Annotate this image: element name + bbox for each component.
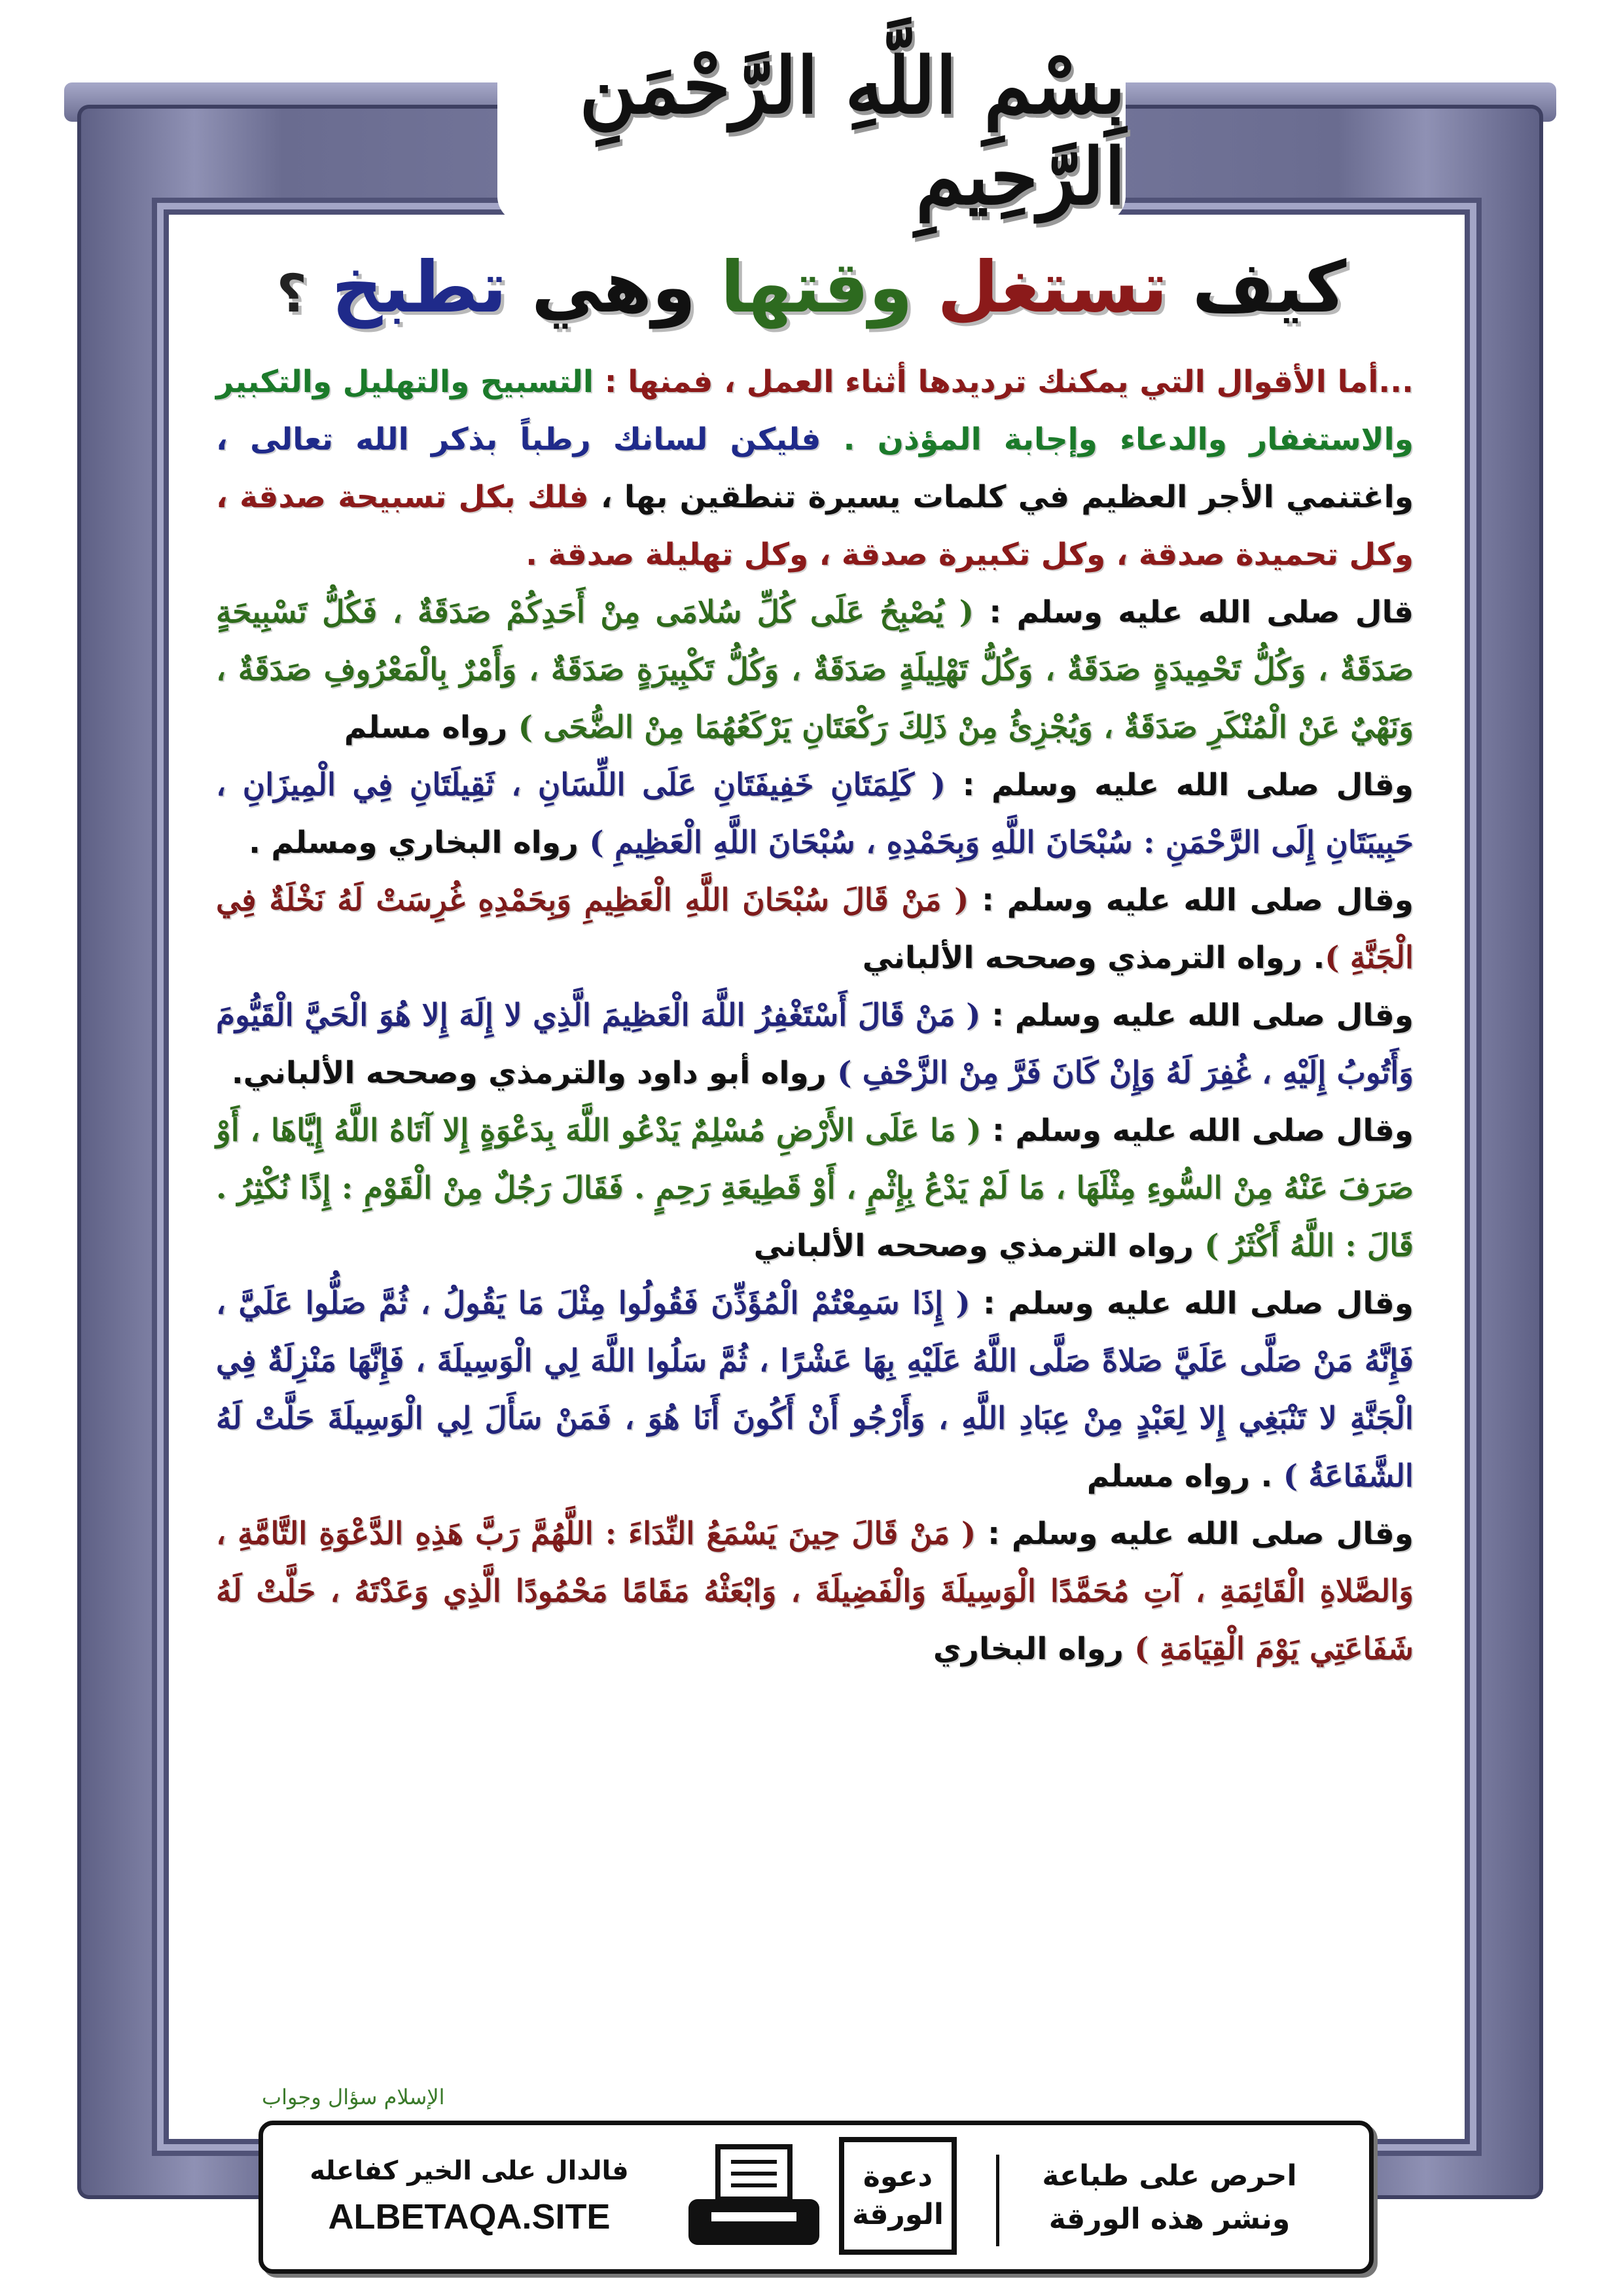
basmala-text: بِسْمِ اللَّهِ الرَّحْمَنِ الرَّحِيمِ [579,40,1126,222]
hadith-5 [216,1102,1414,1275]
title-question-mark: ؟ [276,263,308,324]
hadith-4-text: ( مَنْ قَالَ أَسْتَغْفِرُ اللَّهَ الْعَظِيمَ الَّذِي لا إِلَهَ إِلا هُوَ الْحَيَّ الْقَيُّومَ وَأَتُوبُ إِلَيْهِ ، غُفِرَ لَهُ وَإِنْ كَانَ فَرَّ مِنْ الزَّحْفِ ) [216,997,1414,1091]
hadith-4-lead: وقال صلى الله عليه وسلم : [980,997,1414,1033]
title-word-4: وهي [531,247,696,329]
printer-icon [682,2144,826,2255]
footer-website-block [283,2151,656,2250]
footer-print-note [996,2155,1340,2246]
hadith-5-reference: رواه الترمذي وصححه الألباني [753,1228,1205,1264]
hadith-4 [216,987,1414,1102]
logo-line-1: دعوة [863,2160,933,2193]
hadith-1-text: ( يُصْبِحُ عَلَى كُلِّ سُلامَى مِنْ أَحَدِكُمْ صَدَقَةٌ ، فَكُلُّ تَسْبِيحَةٍ صَدَقَةٌ ، وَكُلُّ تَحْمِيدَةٍ صَدَقَةٌ ، وَكُلُّ تَهْلِيلَةٍ صَدَقَةٌ ، وَكُلُّ تَكْبِيرَةٍ صَدَقَةٌ ، وَأَمْرٌ بِالْمَعْرُوفِ صَدَقَةٌ ، وَنَهْيٌ عَنْ الْمُنْكَرِ صَدَقَةٌ ، وَيُجْزِئُ مِنْ ذَلِكَ رَكْعَتَانِ يَرْكَعُهُمَا مِنْ الضُّحَى ) [216,594,1414,745]
hadith-7-reference: رواه البخاري [933,1631,1135,1667]
print-note-line-1: احرص على طباعة [1042,2159,1297,2193]
hadith-4-reference: رواه أبو داود والترمذي وصححه الألباني. [231,1055,838,1091]
title-word-3: وقتها [720,247,913,329]
title-word-5: تطبخ [331,247,507,329]
hadith-1-reference: رواه مسلم [344,709,518,745]
hadith-5-lead: وقال صلى الله عليه وسلم : [981,1113,1414,1149]
intro-part-a: ...أما الأقوال التي يمكنك ترديدها أثناء العمل ، فمنها : [594,364,1414,400]
footer-box [259,2121,1374,2274]
intro-part-c: فليكن لسانك رطباً بذكر الله تعالى ، [216,422,821,457]
hadith-3-text: ( مَنْ قَالَ سُبْحَانَ اللَّهِ الْعَظِيمِ وَبِحَمْدِهِ غُرِسَتْ لَهُ نَخْلَةٌ فِي الْجَنَّةِ ) [216,882,1414,976]
source-credit: الإسلام سؤال وجواب [262,2085,445,2109]
hadith-3 [216,872,1414,987]
hadith-1-lead: قال صلى الله عليه وسلم : [974,594,1414,630]
title-word-1: كيف [1192,247,1347,329]
hadith-2-text: ( كَلِمَتَانِ خَفِيفَتَانِ عَلَى اللِّسَانِ ، ثَقِيلَتَانِ فِي الْمِيزَانِ ، حَبِيبَتَانِ إِلَى الرَّحْمَنِ : سُبْحَانَ اللَّهِ وَبِحَمْدِهِ ، سُبْحَانَ اللَّهِ الْعَظِيمِ ) [216,767,1414,861]
footer-proverb: فالدال على الخير كفاعله [310,2156,629,2186]
hadith-1 [216,584,1414,757]
dawah-logo [839,2137,957,2255]
intro-part-d: واغتنمي الأجر العظيم في كلمات يسيرة تنطقين بها ، [588,479,1414,515]
print-note-line-2: ونشر هذه الورقة [1048,2202,1291,2236]
hadith-3-reference: . رواه الترمذي وصححه الألباني [862,940,1325,976]
title-word-2: تستغل [937,247,1168,329]
intro-paragraph [216,353,1414,584]
hadith-3-lead: وقال صلى الله عليه وسلم : [969,882,1414,918]
basmala-header [497,39,1126,223]
hadith-2-lead: وقال صلى الله عليه وسلم : [946,767,1414,803]
hadith-6-reference: . رواه مسلم [1086,1458,1283,1494]
hadith-5-text: ( مَا عَلَى الأَرْضِ مُسْلِمٌ يَدْعُو اللَّهَ بِدَعْوَةٍ إِلا آتَاهُ اللَّهُ إِيَّاهَا ، أَوْ صَرَفَ عَنْهُ مِنْ السُّوءِ مِثْلَهَا ، مَا لَمْ يَدْعُ بِإِثْمٍ ، أَوْ قَطِيعَةِ رَحِمٍ . فَقَالَ رَجُلٌ مِنْ الْقَوْمِ : إِذًا نُكْثِرُ . قَالَ : اللَّهُ أَكْثَرُ ) [216,1113,1414,1264]
hadith-6-lead: وقال صلى الله عليه وسلم : [970,1285,1414,1321]
hadith-7-lead: وقال صلى الله عليه وسلم : [976,1516,1414,1552]
page-title [183,239,1440,337]
intro-part-b: التسبيح والتهليل والتكبير والاستغفار والدعاء وإجابة المؤذن . [216,364,1414,457]
hadith-6-text: ( إِذَا سَمِعْتُمْ الْمُؤَذِّنَ فَقُولُوا مِثْلَ مَا يَقُولُ ، ثُمَّ صَلُّوا عَلَيَّ ، فَإِنَّهُ مَنْ صَلَّى عَلَيَّ صَلاةً صَلَّى اللَّهُ عَلَيْهِ بِهَا عَشْرًا ، ثُمَّ سَلُوا اللَّهَ لِي الْوَسِيلَةَ ، فَإِنَّهَا مَنْزِلَةٌ فِي الْجَنَّةِ لا تَنْبَغِي إِلا لِعَبْدٍ مِنْ عِبَادِ اللَّهِ ، وَأَرْجُو أَنْ أَكُونَ أَنَا هُوَ ، فَمَنْ سَأَلَ لِي الْوَسِيلَةَ حَلَّتْ لَهُ الشَّفَاعَةُ ) [216,1285,1414,1494]
footer-website[interactable]: ALBETAQA.SITE [328,2197,611,2236]
hadith-7-text: ( مَنْ قَالَ حِينَ يَسْمَعُ النِّدَاءَ : اللَّهُمَّ رَبَّ هَذِهِ الدَّعْوَةِ التَّامَّةِ ، وَالصَّلاةِ الْقَائِمَةِ ، آتِ مُحَمَّدًا الْوَسِيلَةَ وَالْفَضِيلَةَ ، وَابْعَثْهُ مَقَامًا مَحْمُودًا الَّذِي وَعَدْتَهُ ، حَلَّتْ لَهُ شَفَاعَتِي يَوْمَ الْقِيَامَةِ ) [216,1516,1414,1667]
hadith-7 [216,1505,1414,1678]
logo-line-2: الورقة [851,2198,944,2231]
hadith-6 [216,1275,1414,1505]
article-body [216,353,1414,2088]
hadith-2 [216,757,1414,872]
intro-part-e: فلك بكل تسبيحة صدقة ، وكل تحميدة صدقة ، وكل تكبيرة صدقة ، وكل تهليلة صدقة . [216,479,1414,573]
hadith-2-reference: رواه البخاري ومسلم . [249,825,590,861]
